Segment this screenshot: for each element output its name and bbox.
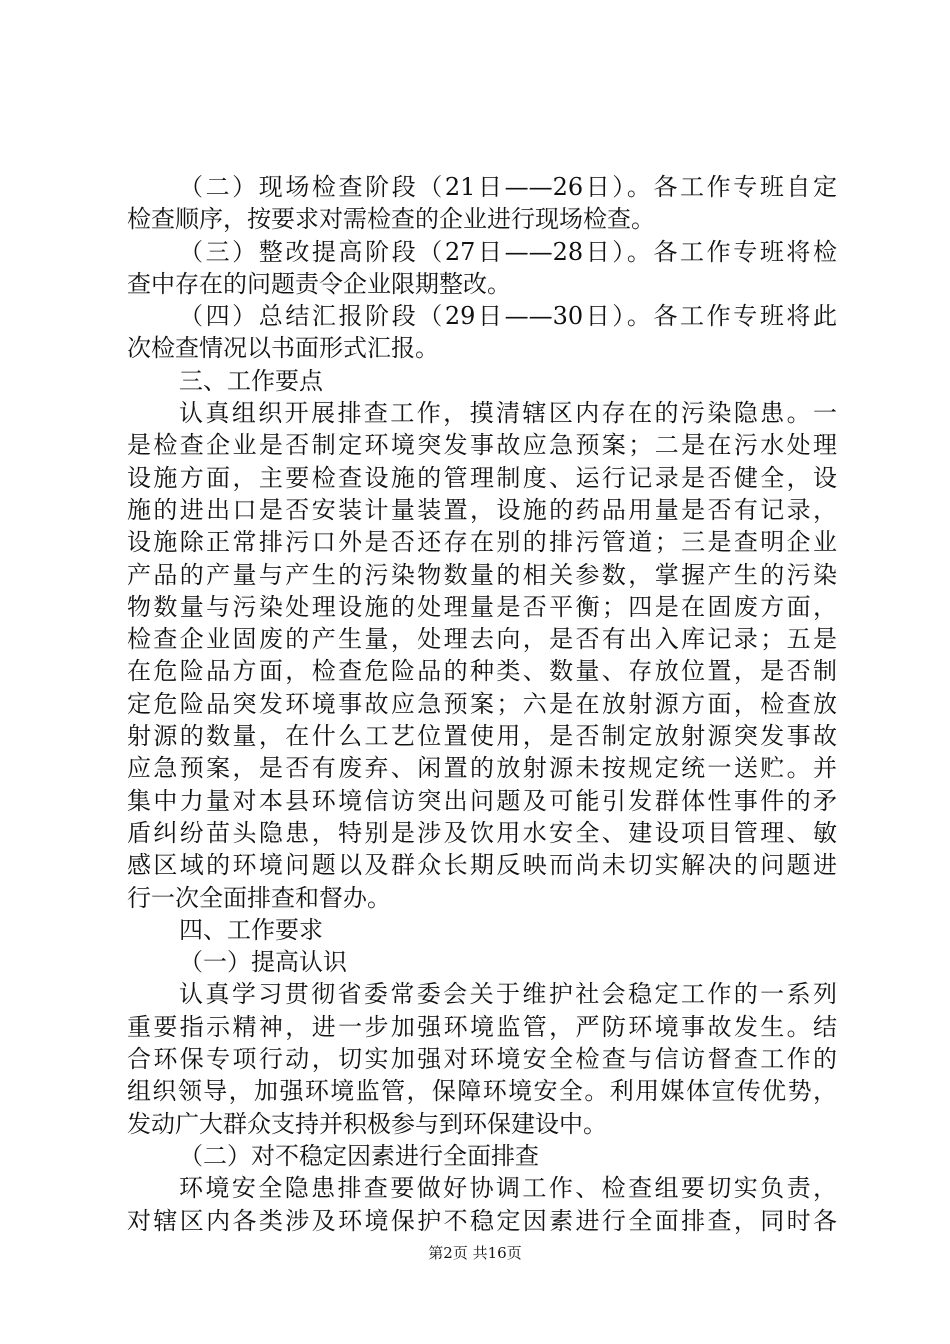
section-heading: 四、工作要求 — [179, 915, 323, 944]
text-line: 在危险品方面，检查危险品的种类、数量、存放位置，是否制 — [127, 657, 837, 686]
text-line: （四）总结汇报阶段（29日——30日）。各工作专班将此 — [179, 302, 837, 331]
text-line: （三）整改提高阶段（27日——28日）。各工作专班将检 — [179, 237, 837, 266]
text-line: 认真组织开展排查工作，摸清辖区内存在的污染隐患。一 — [179, 399, 837, 428]
text-line: 盾纠纷苗头隐患，特别是涉及饮用水安全、建设项目管理、敏 — [127, 818, 837, 847]
text-line: 应急预案，是否有废弃、闲置的放射源未按规定统一送贮。并 — [127, 754, 837, 783]
text-line: 设施除正常排污口外是否还存在别的排污管道；三是查明企业 — [127, 528, 837, 557]
document-body — [127, 171, 837, 1237]
text-line: 检查顺序，按要求对需检查的企业进行现场检查。 — [127, 205, 655, 234]
text-line: 射源的数量，在什么工艺位置使用，是否制定放射源突发事故 — [127, 722, 837, 751]
text-line: 合环保专项行动，切实加强对环境安全检查与信访督查工作的 — [127, 1045, 837, 1074]
text-line: 感区域的环境问题以及群众长期反映而尚未切实解决的问题进 — [127, 851, 837, 880]
text-line: 组织领导，加强环境监管，保障环境安全。利用媒体宣传优势， — [127, 1077, 837, 1106]
text-line: 检查企业固废的产生量，处理去向，是否有出入库记录；五是 — [127, 625, 837, 654]
text-line: 环境安全隐患排查要做好协调工作、检查组要切实负责， — [179, 1174, 837, 1203]
subsection-heading: （一）提高认识 — [179, 948, 347, 977]
text-line: （二）现场检查阶段（21日——26日）。各工作专班自定 — [179, 173, 837, 201]
page-number: 第2页 共16页 — [428, 1244, 522, 1262]
text-line: 发动广大群众支持并积极参与到环保建设中。 — [127, 1109, 607, 1138]
text-line: 设施方面，主要检查设施的管理制度、运行记录是否健全，设 — [127, 463, 837, 492]
text-line: 集中力量对本县环境信访突出问题及可能引发群体性事件的矛 — [127, 786, 837, 815]
text-line: 行一次全面排查和督办。 — [127, 883, 391, 912]
text-line: 产品的产量与产生的污染物数量的相关参数，掌握产生的污染 — [127, 560, 837, 589]
text-line: 查中存在的问题责令企业限期整改。 — [127, 269, 511, 298]
text-line: 重要指示精神，进一步加强环境监管，严防环境事故发生。结 — [127, 1012, 837, 1041]
text-line: 物数量与污染处理设施的处理量是否平衡；四是在固废方面， — [127, 592, 837, 621]
text-line: 施的进出口是否安装计量装置，设施的药品用量是否有记录， — [127, 495, 837, 524]
section-heading: 三、工作要点 — [179, 366, 323, 395]
text-line: 定危险品突发环境事故应急预案；六是在放射源方面，检查放 — [127, 689, 837, 718]
text-line: 对辖区内各类涉及环境保护不稳定因素进行全面排查，同时各 — [127, 1206, 837, 1235]
text-line: 是检查企业是否制定环境突发事故应急预案；二是在污水处理 — [127, 431, 837, 460]
text-line: 次检查情况以书面形式汇报。 — [127, 334, 439, 363]
text-line: 认真学习贯彻省委常委会关于维护社会稳定工作的一系列 — [179, 980, 837, 1009]
subsection-heading: （二）对不稳定因素进行全面排查 — [179, 1141, 539, 1170]
